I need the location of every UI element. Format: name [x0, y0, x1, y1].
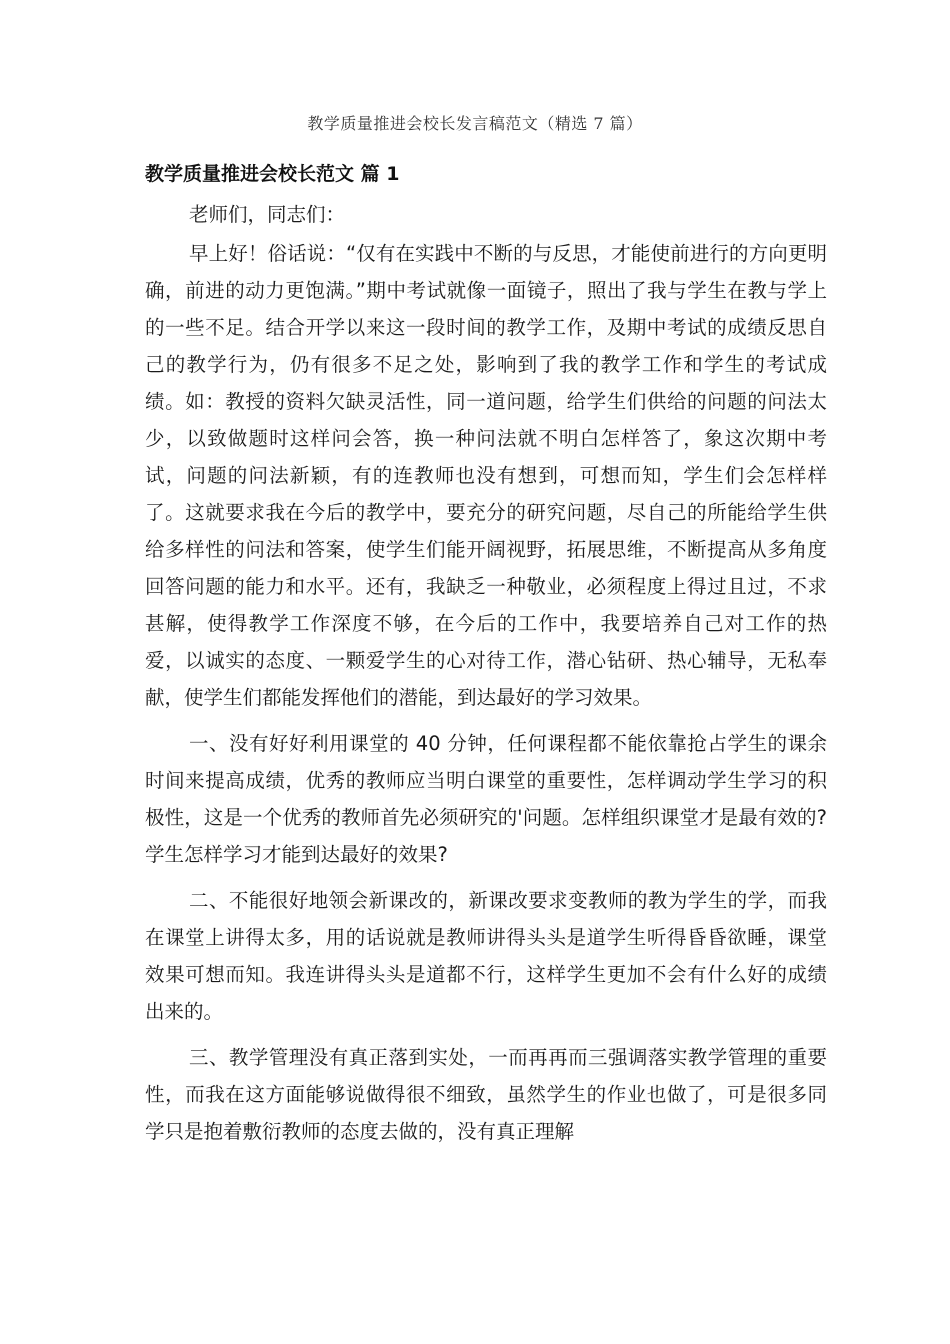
article-body: [145, 158, 827, 1150]
paragraph-intro: 早上好！俗话说：“仅有在实践中不断的与反思，才能使前进行的方向更明确，前进的动力更饱满。”期中考试就像一面镜子，照出了我与学生在教与学上的一些不足。结合开学以来这一段时间的教学工作，及期中考试的成绩反思自己的教学行为，仍有很多不足之处，影响到了我的教学工作和学生的考试成绩。如：教授的资料欠缺灵活性，同一道问题，给学生们供给的问题的问法太少，以致做题时这样问会答，换一种问法就不明白怎样答了，象这次期中考试，问题的问法新颖，有的连教师也没有想到，可想而知，学生们会怎样样了。这就要求我在今后的教学中，要充分的研究问题，尽自己的所能给学生供给多样性的问法和答案，使学生们能开阔视野，拓展思维，不断提高从多角度回答问题的能力和水平。还有，我缺乏一种敬业，必须程度上得过且过，不求甚解，使得教学工作深度不够，在今后的工作中，我要培养自己对工作的热爱，以诚实的态度、一颗爱学生的心对待工作，潜心钻研、热心辅导，无私奉献，使学生们都能发挥他们的潜能，到达最好的学习效果。: [145, 242, 827, 709]
paragraph-point-1: 一、没有好好利用课堂的 40 分钟，任何课程都不能依靠抢占学生的课余时间来提高成绩，优秀的教师应当明白课堂的重要性，怎样调动学生学习的积极性，这是一个优秀的教师首先必须研究的'问题。怎样组织课堂才是最有效的?学生怎样学习才能到达最好的效果?: [145, 732, 827, 866]
paragraph-greeting: 老师们，同志们：: [189, 203, 346, 226]
paragraph-point-3: 三、教学管理没有真正落到实处，一而再再而三强调落实教学管理的重要性，而我在这方面能够说做得很不细致，虽然学生的作业也做了，可是很多同学只是抱着敷衍教师的态度去做的，没有真正理解: [145, 1046, 827, 1143]
document-header: 教学质量推进会校长发言稿范文（精选 7 篇）: [307, 114, 643, 133]
section-title: 教学质量推进会校长范文 篇 1: [145, 163, 400, 185]
paragraph-point-2: 二、不能很好地领会新课改的，新课改要求变教师的教为学生的学，而我在课堂上讲得太多，用的话说就是教师讲得头头是道学生听得昏昏欲睡，课堂效果可想而知。我连讲得头头是道都不行，这样学生更加不会有什么好的成绩出来的。: [145, 889, 827, 1023]
